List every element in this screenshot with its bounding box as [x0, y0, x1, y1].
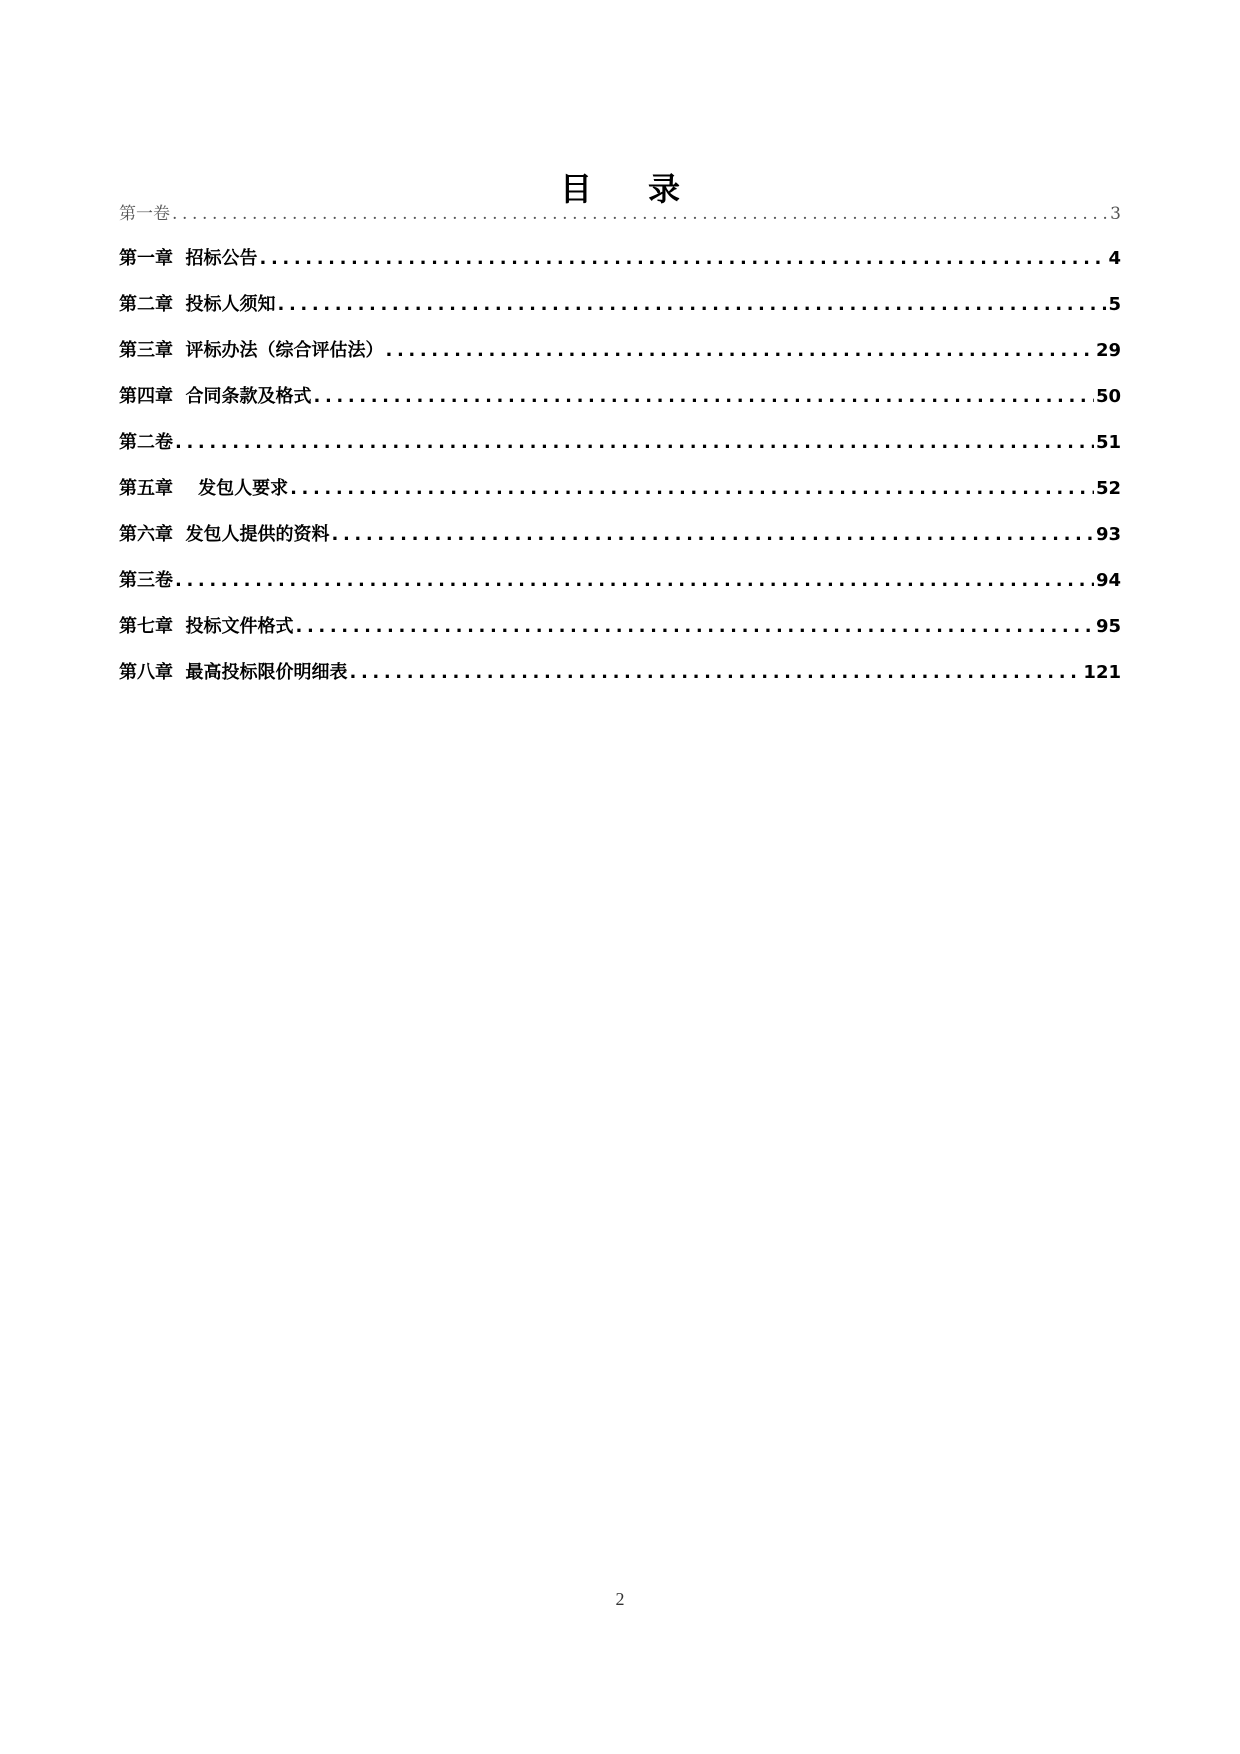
toc-entry-label: 第五章 发包人要求: [119, 478, 289, 499]
table-of-contents: [119, 201, 1121, 706]
toc-entry-chapter-8[interactable]: [119, 660, 1121, 706]
toc-entry-volume-3[interactable]: [119, 568, 1121, 614]
toc-entry-chapter-6[interactable]: [119, 522, 1121, 568]
toc-dot-leader: [260, 246, 1107, 272]
toc-entry-label: 第二章 投标人须知: [119, 294, 276, 315]
toc-dot-leader: [172, 201, 1108, 227]
toc-entry-label: 第二卷: [119, 432, 173, 453]
toc-entry-page: 94: [1095, 570, 1121, 591]
toc-entry-page: 29: [1095, 340, 1121, 361]
toc-entry-label: 第七章 投标文件格式: [119, 616, 294, 637]
toc-entry-chapter-5[interactable]: [119, 476, 1121, 522]
toc-entry-page: 52: [1095, 478, 1121, 499]
toc-dot-leader: [278, 292, 1107, 318]
toc-entry-label: 第一章 招标公告: [119, 248, 258, 269]
toc-entry-page: 51: [1095, 432, 1121, 453]
toc-entry-label: 第四章 合同条款及格式: [119, 386, 312, 407]
toc-entry-label: 第六章 发包人提供的资料: [119, 524, 330, 545]
toc-entry-page: 4: [1108, 248, 1121, 269]
toc-entry-volume-2[interactable]: [119, 430, 1121, 476]
toc-entry-chapter-3[interactable]: [119, 338, 1121, 384]
toc-entry-label: 第三章 评标办法（综合评估法）: [119, 340, 384, 361]
toc-dot-leader: [296, 614, 1094, 640]
toc-entry-label: 第三卷: [119, 570, 173, 591]
toc-entry-chapter-1[interactable]: [119, 246, 1121, 292]
toc-dot-leader: [332, 522, 1094, 548]
toc-entry-label: 第一卷: [119, 204, 170, 224]
toc-entry-page: 5: [1108, 294, 1121, 315]
toc-dot-leader: [314, 384, 1094, 410]
toc-entry-page: 93: [1095, 524, 1121, 545]
toc-entry-chapter-4[interactable]: [119, 384, 1121, 430]
toc-entry-page: 95: [1095, 616, 1121, 637]
toc-dot-leader: [350, 660, 1082, 686]
toc-entry-page: 50: [1095, 386, 1121, 407]
page-number: 2: [615, 1589, 625, 1609]
toc-dot-leader: [386, 338, 1094, 364]
toc-entry-chapter-7[interactable]: [119, 614, 1121, 660]
toc-entry-volume-1[interactable]: [119, 201, 1121, 246]
toc-dot-leader: [175, 568, 1094, 594]
toc-entry-page: 121: [1083, 662, 1121, 683]
toc-dot-leader: [290, 476, 1094, 502]
toc-dot-leader: [175, 430, 1094, 456]
toc-entry-page: 3: [1110, 204, 1121, 224]
page-title: 目录: [559, 170, 736, 209]
toc-entry-label: 第八章 最高投标限价明细表: [119, 662, 348, 683]
toc-entry-chapter-2[interactable]: [119, 292, 1121, 338]
